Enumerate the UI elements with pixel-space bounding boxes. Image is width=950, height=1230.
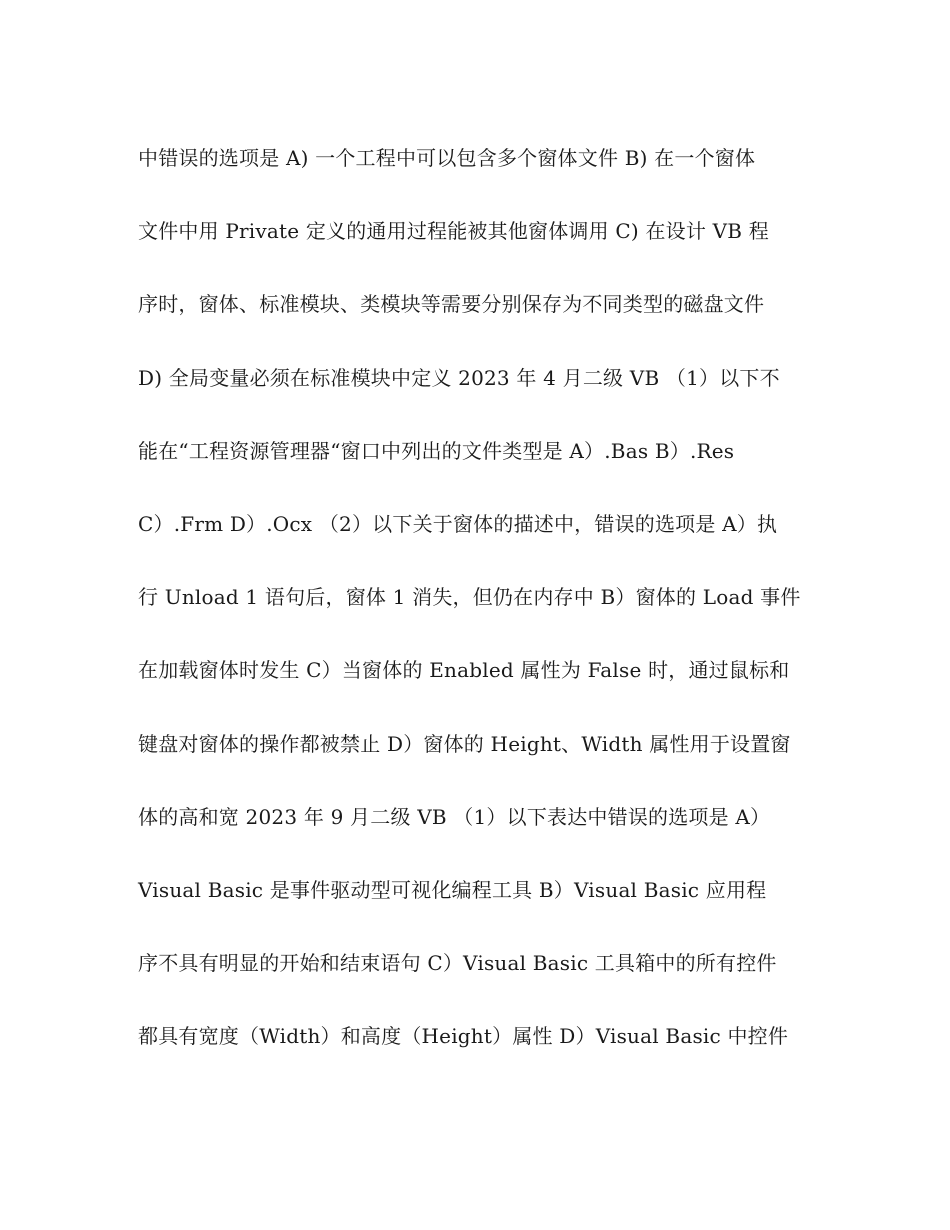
text-line: 在加载窗体时发生 C）当窗体的 Enabled 属性为 False 时，通过鼠标和 — [138, 658, 790, 683]
text-line: 键盘对窗体的操作都被禁止 D）窗体的 Height、Width 属性用于设置窗 — [138, 731, 791, 756]
text-line: C）.Frm D）.Ocx （2）以下关于窗体的描述中，错误的选项是 A）执 — [138, 511, 778, 536]
text-line: Visual Basic 是事件驱动型可视化编程工具 B）Visual Basic 应用程 — [138, 877, 767, 902]
text-line: 能在“工程资源管理器“窗口中列出的文件类型是 A）.Bas B）.Res — [138, 438, 735, 463]
text-line: D) 全局变量必须在标准模块中定义 2023 年 4 月二级 VB （1）以下不 — [138, 365, 780, 390]
text-line: 行 Unload 1 语句后，窗体 1 消失，但仍在内存中 B）窗体的 Load 事件 — [138, 585, 801, 610]
text-line: 都具有宽度（Width）和高度（Height）属性 D）Visual Basic 中控件 — [138, 1024, 789, 1049]
body-text — [138, 138, 818, 1089]
text-line: 文件中用 Private 定义的通用过程能被其他窗体调用 C) 在设计 VB 程 — [138, 219, 769, 244]
text-line: 体的高和宽 2023 年 9 月二级 VB （1）以下表达中错误的选项是 A） — [138, 804, 771, 829]
text-line: 序时，窗体、标准模块、类模块等需要分别保存为不同类型的磁盘文件 — [138, 292, 765, 317]
text-line: 序不具有明显的开始和结束语句 C）Visual Basic 工具箱中的所有控件 — [138, 951, 777, 976]
text-line: 中错误的选项是 A) 一个工程中可以包含多个窗体文件 B) 在一个窗体 — [138, 146, 756, 170]
